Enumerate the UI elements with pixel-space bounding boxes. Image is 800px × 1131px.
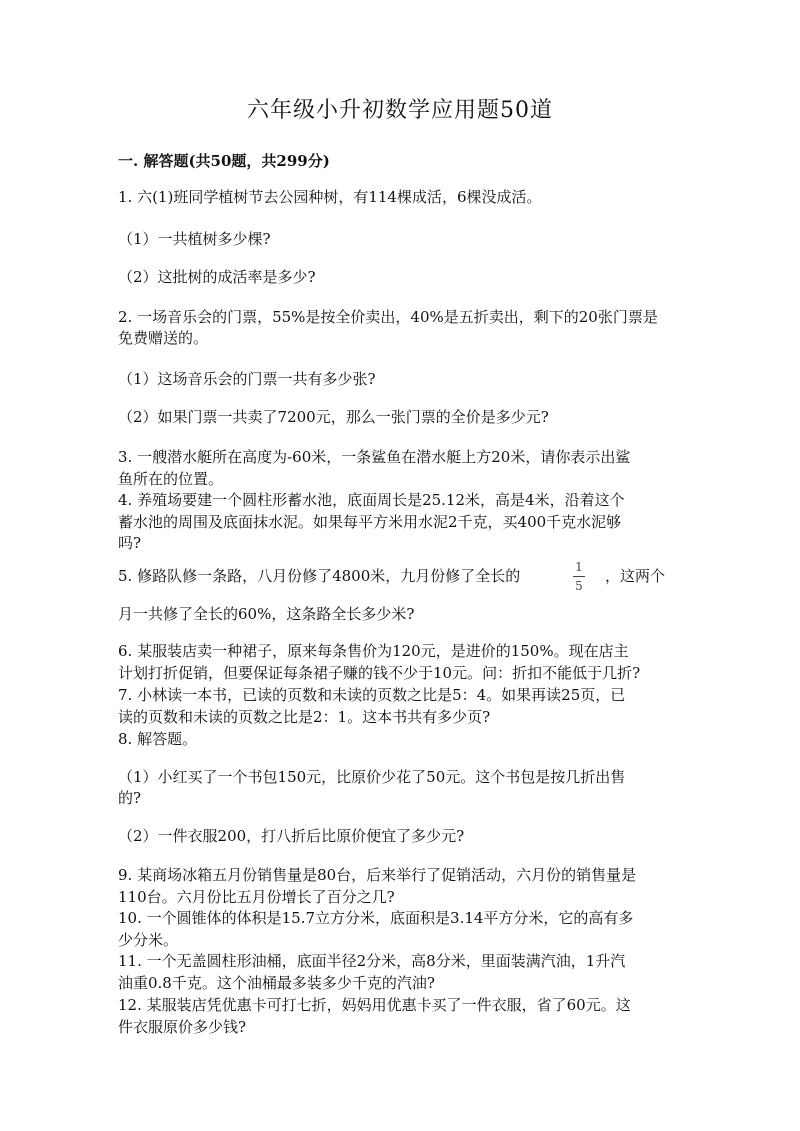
fraction-one-fifth (568, 559, 590, 594)
question-10-line-2: 少分米。 (118, 931, 179, 949)
question-11-line-2: 油重0.8千克。这个油桶最多装多少千克的汽油? (118, 974, 435, 992)
question-4-line-2: 蓄水池的周围及底面抹水泥。如果每平方米用水泥2千克，买400千克水泥够 (118, 513, 622, 531)
question-3-line-1: 3. 一艘潜水艇所在高度为-60米，一条鲨鱼在潜水艇上方20米，请你表示出鲨 (118, 448, 631, 466)
question-2-line-1: 2. 一场音乐会的门票，55%是按全价卖出，40%是五折卖出，剩下的20张门票是 (118, 308, 658, 326)
question-4-line-1: 4. 养殖场要建一个圆柱形蓄水池，底面周长是25.12米，高是4米，沿着这个 (118, 491, 625, 509)
question-5-line-1: 5. 修路队修一条路，八月份修了4800米，九月份修了全长的 (118, 567, 521, 585)
question-8-sub-2: （2）一件衣服200，打八折后比原价便宜了多少元? (118, 827, 465, 845)
question-4-line-3: 吗? (118, 534, 142, 552)
question-7-line-1: 7. 小林读一本书，已读的页数和未读的页数之比是5：4。如果再读25页，已 (118, 686, 626, 704)
question-11-line-1: 11. 一个无盖圆柱形油桶，底面半径2分米，高8分米，里面装满汽油，1升汽 (118, 952, 626, 970)
question-1-line-1: 1. 六(1)班同学植树节去公园种树，有114棵成活，6棵没成活。 (118, 188, 542, 206)
question-5-line-2: 月一共修了全长的60%，这条路全长多少米? (118, 605, 415, 623)
question-6-line-1: 6. 某服装店卖一种裙子，原来每条售价为120元，是进价的150%。现在店主 (118, 642, 629, 660)
fraction-numerator: 1 (575, 560, 583, 574)
question-1-sub-1: （1）一共植树多少棵? (118, 230, 271, 248)
question-2-line-2: 免费赠送的。 (118, 329, 209, 347)
fraction-denominator: 5 (575, 579, 583, 593)
question-2-sub-2: （2）如果门票一共卖了7200元，那么一张门票的全价是多少元? (118, 408, 549, 426)
question-8-sub-1-line-2: 的? (118, 789, 142, 807)
question-12-line-1: 12. 某服装店凭优惠卡可打七折，妈妈用优惠卡买了一件衣服，省了60元。这 (118, 996, 631, 1014)
question-8-sub-1-line-1: （1）小红买了一个书包150元，比原价少花了50元。这个书包是按几折出售 (118, 768, 626, 786)
question-8-line-1: 8. 解答题。 (118, 730, 198, 748)
question-9-line-1: 9. 某商场冰箱五月份销售量是80台，后来举行了促销活动，六月份的销售量是 (118, 866, 637, 884)
question-1-sub-2: （2）这批树的成活率是多少? (118, 268, 316, 286)
question-12-line-2: 件衣服原价多少钱? (118, 1018, 247, 1036)
question-2-sub-1: （1）这场音乐会的门票一共有多少张? (118, 370, 376, 388)
page-title: 六年级小升初数学应用题50道 (247, 98, 553, 123)
question-5-line-1-tail: ，这两个 (605, 567, 666, 585)
question-6-line-2: 计划打折促销，但要保证每条裙子赚的钱不少于10元。问：折扣不能低于几折? (118, 664, 641, 682)
fraction-bar (573, 576, 585, 577)
question-10-line-1: 10. 一个圆锥体的体积是15.7立方分米，底面积是3.14平方分米，它的高有多 (118, 909, 634, 927)
section-heading: 一. 解答题(共50题，共299分) (118, 152, 330, 170)
question-3-line-2: 鱼所在的位置。 (118, 470, 224, 488)
question-7-line-2: 读的页数和未读的页数之比是2：1。这本书共有多少页? (118, 708, 491, 726)
question-9-line-2: 110台。六月份比五月份增长了百分之几? (118, 888, 395, 906)
